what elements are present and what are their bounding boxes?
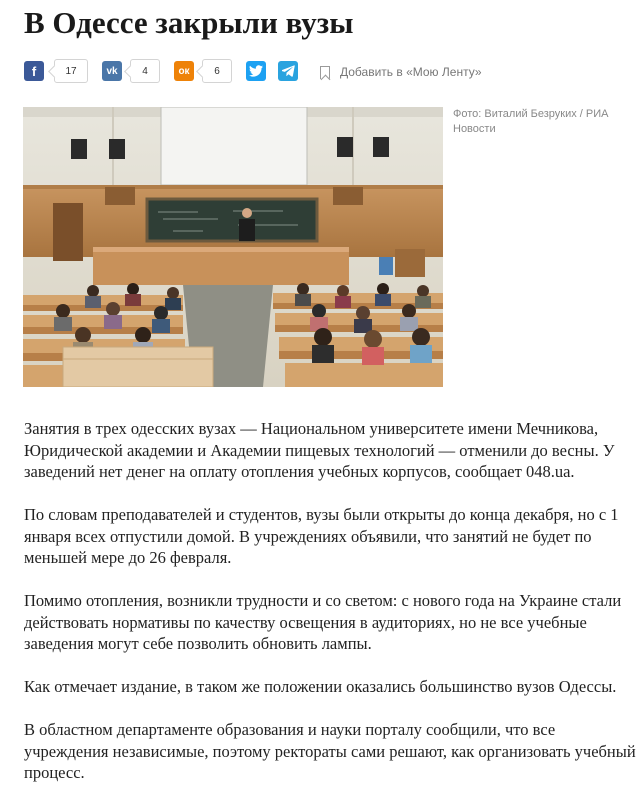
- lecture-hall-photo: [23, 107, 443, 387]
- share-bar: [24, 59, 624, 85]
- odnoklassniki-icon: ок: [178, 65, 190, 77]
- facebook-share-count: 17: [54, 59, 88, 83]
- add-to-my-feed-label: Добавить в «Мою Ленту»: [340, 65, 482, 79]
- add-to-my-feed-button[interactable]: [320, 62, 482, 82]
- vk-share-button[interactable]: [102, 61, 122, 81]
- article-body: [24, 418, 636, 805]
- photo-credit: Фото: Виталий Безруких / РИА Новости: [453, 108, 609, 135]
- vk-share-count: 4: [130, 59, 160, 83]
- odnoklassniki-share-button[interactable]: [174, 61, 194, 81]
- twitter-icon: [249, 65, 263, 77]
- article-paragraph: В областном департаменте образования и науки порталу сообщили, что все учреждения независимые, поэтому ректораты сами решают, как организовать учебный процесс.: [24, 720, 636, 782]
- article-paragraph: По словам преподавателей и студентов, вузы были открыты до конца декабря, но с 1 января всех отпустили домой. В учреждениях объявили, что занятий не будет по меньшей мере до 26 февраля.: [24, 505, 619, 567]
- telegram-icon: [282, 65, 295, 77]
- facebook-share-button[interactable]: [24, 61, 44, 81]
- article-photo: [23, 107, 443, 387]
- odnoklassniki-share-count: 6: [202, 59, 232, 83]
- vk-icon: vk: [106, 65, 118, 77]
- twitter-share-button[interactable]: [246, 61, 266, 81]
- article-paragraph: Занятия в трех одесских вузах — Национальном университете имени Мечникова, Юридической академии и Академии пищевых технологий — отменили до весны. У заведений нет денег на оплату отопления учебных корпусов, сообщает 048.ua.: [24, 419, 615, 481]
- facebook-icon: f: [31, 63, 37, 79]
- article-paragraph: Как отмечает издание, в таком же положении оказались большинство вузов Одессы.: [24, 677, 617, 696]
- bookmark-icon: [320, 66, 330, 79]
- article-paragraph: Помимо отопления, возникли трудности и со светом: с нового года на Украине стали действовать нормативы по качеству освещения в аудиториях, но не все учебные заведения могут себе позволить обновить лампы.: [24, 591, 622, 653]
- telegram-share-button[interactable]: [278, 61, 298, 81]
- article-title: В Одессе закрыли вузы: [24, 5, 354, 40]
